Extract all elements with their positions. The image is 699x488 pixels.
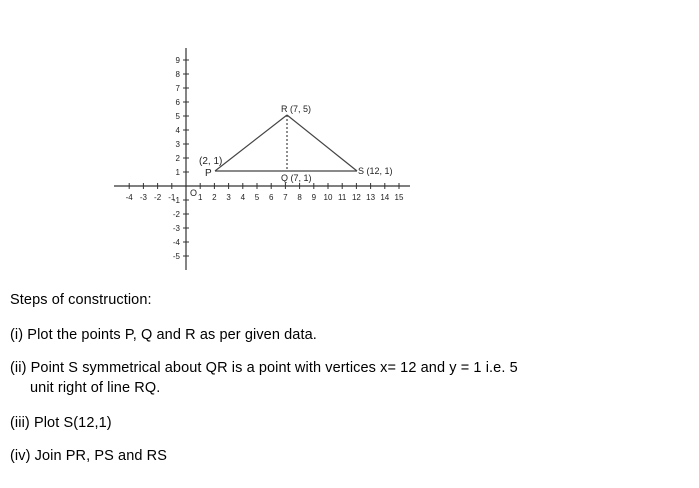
- x-tick-label: -4: [125, 193, 133, 202]
- y-tick-label: -3: [172, 224, 180, 233]
- y-tick-label: 6: [175, 98, 180, 107]
- step-1: (i) Plot the points P, Q and R as per given data.: [10, 327, 317, 343]
- point-P-coordinates: (2, 1): [199, 156, 223, 167]
- point-R-label: R (7, 5): [281, 104, 312, 114]
- origin-label: O: [190, 188, 198, 198]
- point-Q-label: Q (7, 1): [281, 173, 312, 183]
- y-tick-label: -2: [172, 210, 180, 219]
- y-tick-label: 8: [175, 70, 180, 79]
- x-tick-label: 2: [212, 193, 217, 202]
- point-P-letter: P: [205, 168, 212, 179]
- y-tick-label: -1: [172, 196, 180, 205]
- y-tick-label: -5: [172, 252, 180, 261]
- y-tick-label: 4: [175, 126, 180, 135]
- steps-heading: Steps of construction:: [10, 292, 152, 308]
- y-tick-label: 9: [175, 56, 180, 65]
- x-tick-label: 12: [351, 193, 361, 202]
- x-tick-label: 14: [380, 193, 390, 202]
- x-tick-label: 10: [323, 193, 333, 202]
- x-tick-label: 6: [268, 193, 274, 202]
- x-tick-label: 11: [338, 193, 347, 202]
- x-tick-label: -1: [168, 193, 176, 202]
- x-axis-tick-labels: [126, 193, 404, 202]
- x-tick-label: 9: [311, 193, 317, 202]
- x-tick-label: -3: [139, 193, 147, 202]
- x-tick-label: 7: [283, 193, 288, 202]
- x-tick-label: 4: [240, 193, 246, 202]
- y-axis-tick-labels: [173, 56, 181, 261]
- y-tick-label: 3: [175, 140, 180, 149]
- x-tick-label: 13: [366, 193, 376, 202]
- x-tick-label: -2: [154, 193, 162, 202]
- y-tick-label: 2: [175, 154, 180, 163]
- y-tick-label: 5: [175, 112, 180, 121]
- segment-RS: [287, 115, 357, 171]
- point-S-label: S (12, 1): [358, 166, 393, 176]
- step-2-line-2: unit right of line RQ.: [30, 380, 161, 396]
- x-tick-label: 5: [254, 193, 260, 202]
- step-4: (iv) Join PR, PS and RS: [10, 448, 168, 464]
- x-tick-label: 15: [394, 193, 404, 202]
- x-tick-label: 8: [297, 193, 302, 202]
- step-3: (iii) Plot S(12,1): [10, 415, 112, 431]
- y-tick-label: -4: [172, 238, 180, 247]
- y-tick-label: 7: [175, 84, 180, 93]
- x-tick-label: 3: [226, 193, 231, 202]
- y-tick-label: 1: [175, 168, 180, 177]
- x-tick-label: 1: [197, 193, 203, 202]
- step-2-line-1: (ii) Point S symmetrical about QR is a point with vertices x= 12 and y = 1 i.e. 5: [10, 360, 518, 376]
- segment-PR: [215, 115, 287, 171]
